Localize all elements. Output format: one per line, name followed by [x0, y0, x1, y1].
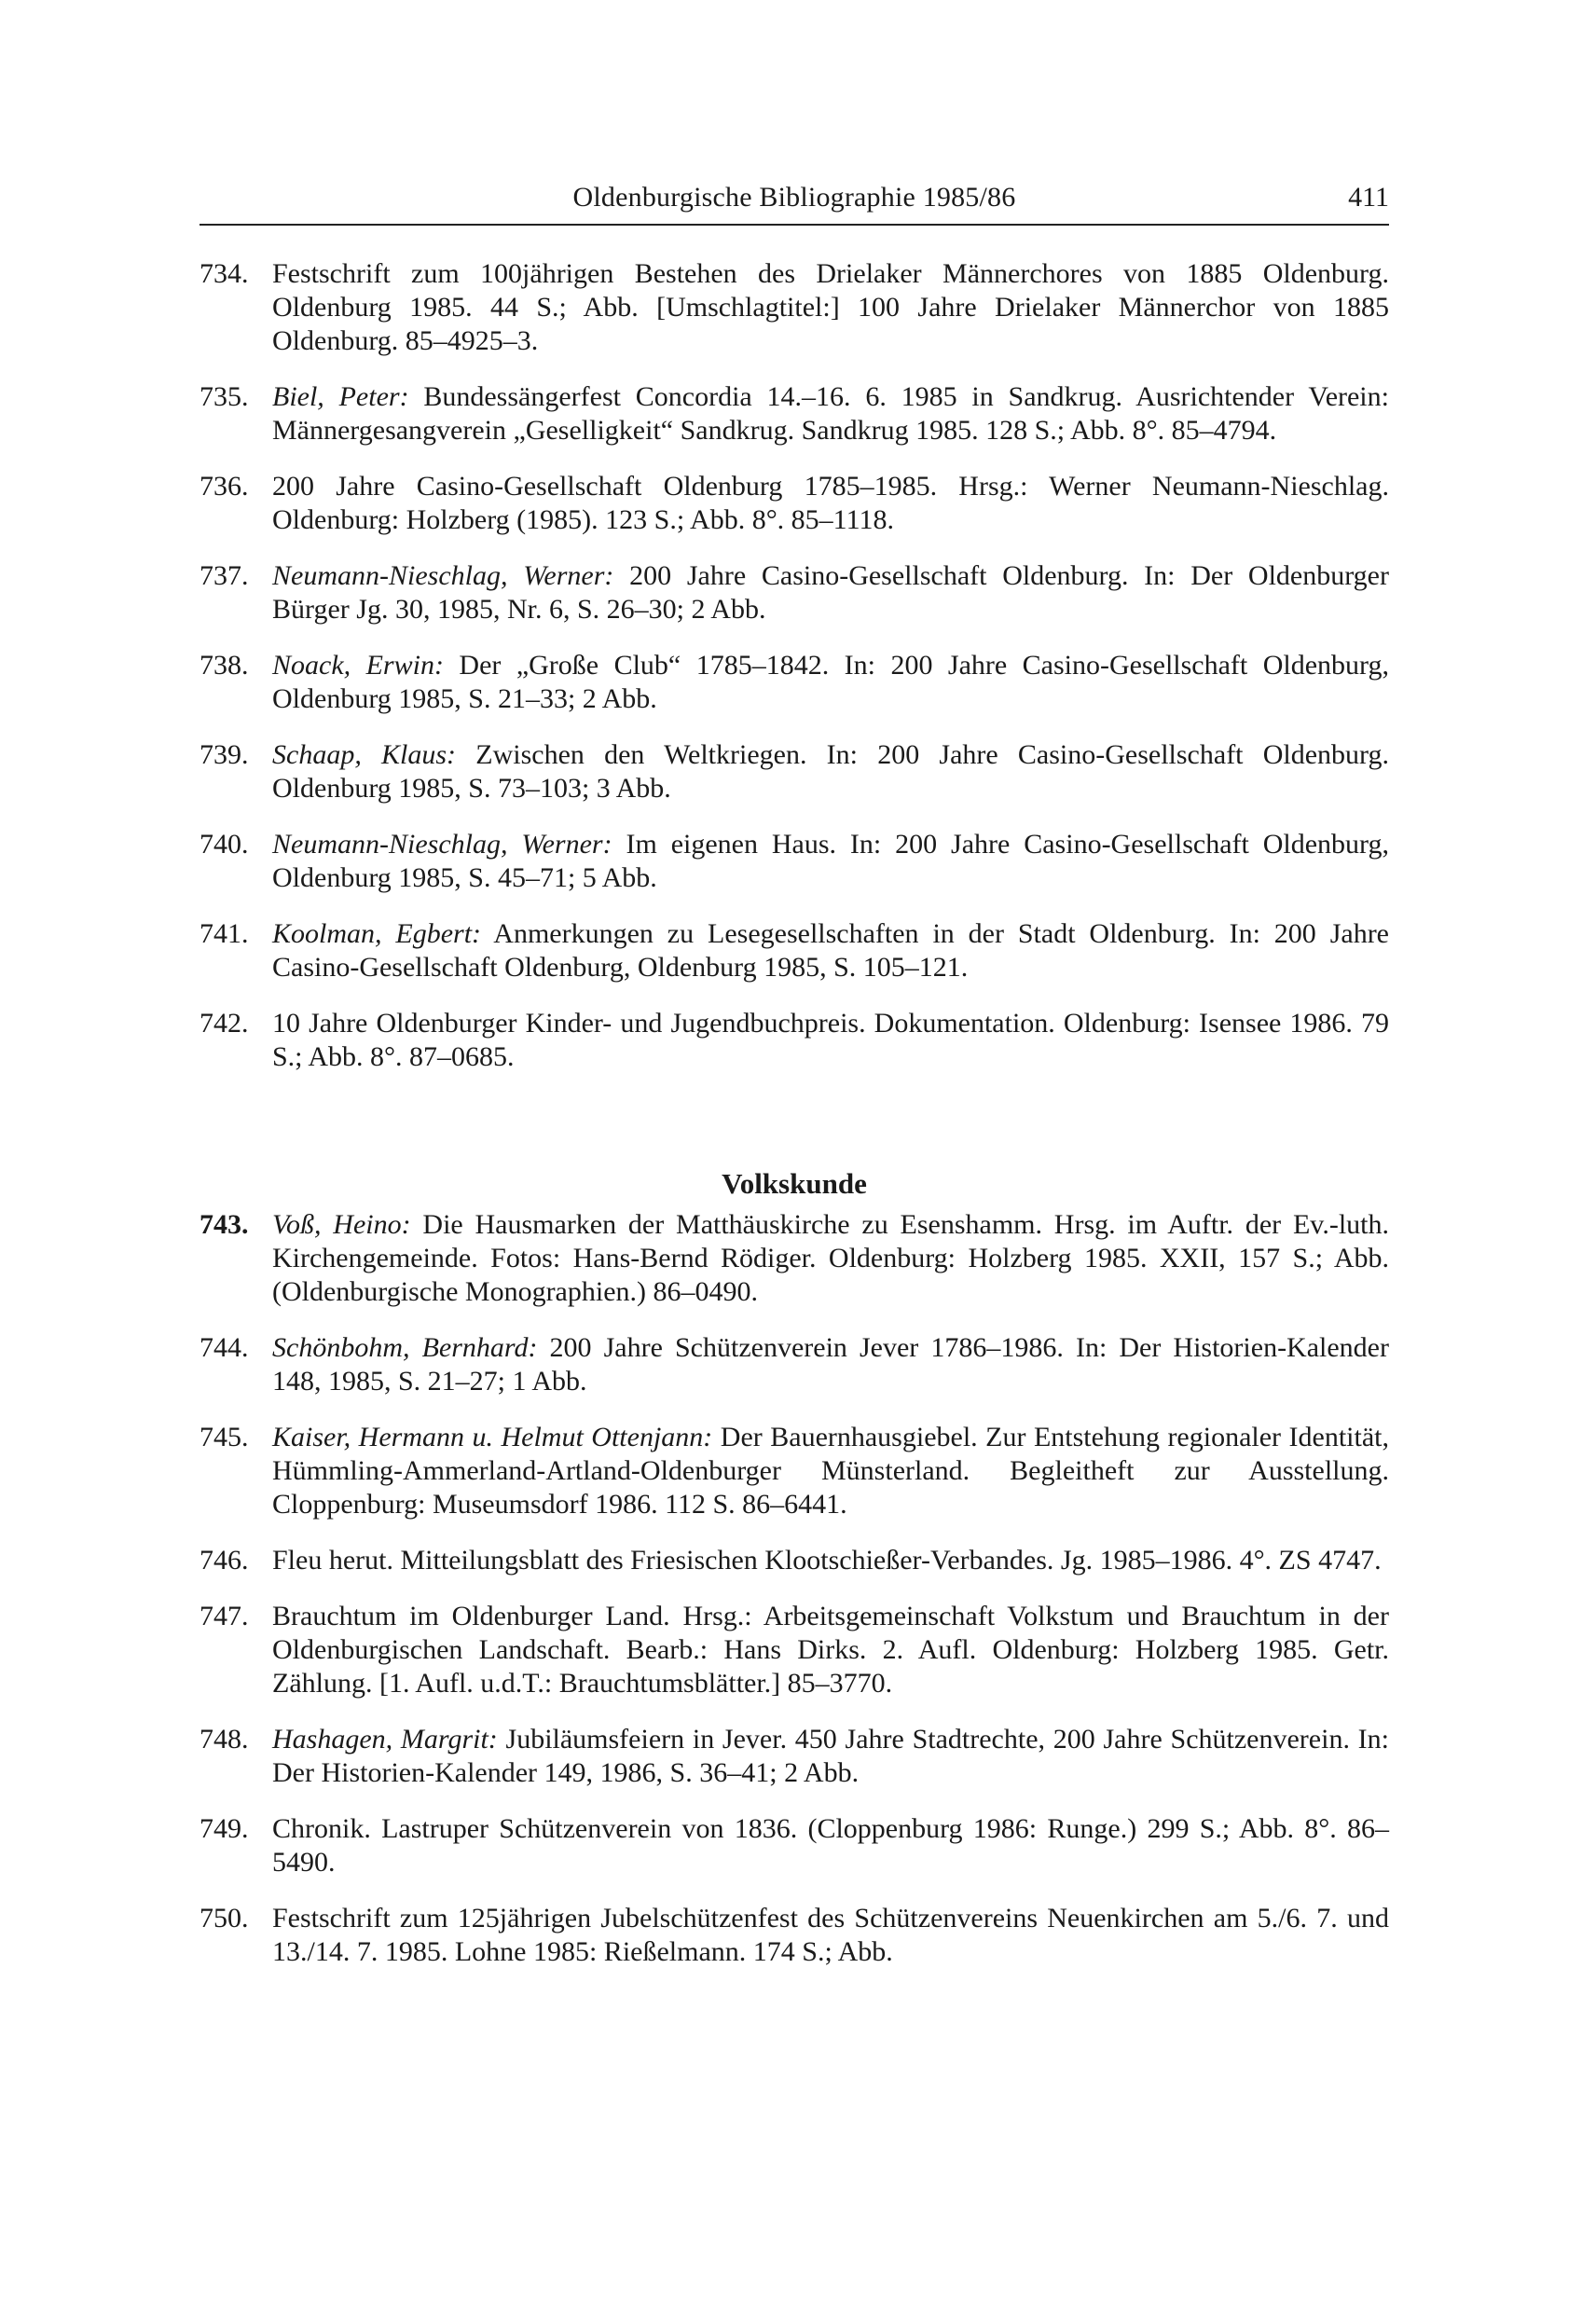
entry-number: 745. [200, 1422, 249, 1452]
entry-author: Neumann-Nieschlag, Werner: [272, 829, 612, 860]
bibliography-entry [200, 1208, 1389, 1309]
entry-number: 742. [200, 1008, 249, 1039]
bibliography-entry [200, 1600, 1389, 1700]
entry-number: 743. [200, 1209, 249, 1240]
bibliography-entry [200, 1812, 1389, 1879]
bibliography-entry [200, 1007, 1389, 1074]
entry-number: 738. [200, 650, 249, 681]
bibliography-entry [200, 828, 1389, 895]
entry-number: 737. [200, 560, 249, 591]
bibliography-entry [200, 470, 1389, 537]
entry-text: Anmerkungen zu Lesegesellschaften in der Stadt Oldenburg. In: 200 Jahre Casino-Gesellschaft Oldenburg, Oldenburg 1985, S. 105–121. [272, 918, 1389, 983]
entry-author: Noack, Erwin: [272, 650, 444, 681]
bibliography-entry [200, 257, 1389, 358]
entry-list-volkskunde [200, 1208, 1389, 1969]
entry-text: Chronik. Lastruper Schützenverein von 1836. (Cloppenburg 1986: Runge.) 299 S.; Abb. 8°. 86–5490. [272, 1813, 1389, 1878]
bibliography-entry [200, 1723, 1389, 1790]
entry-number: 741. [200, 918, 249, 949]
entry-number: 735. [200, 381, 249, 412]
running-header [200, 173, 1389, 222]
page-number: 411 [1348, 182, 1389, 213]
entry-number: 736. [200, 471, 249, 502]
entry-number: 744. [200, 1332, 249, 1363]
entry-author: Schönbohm, Bernhard: [272, 1332, 538, 1363]
entry-text: 200 Jahre Schützenverein Jever 1786–1986. In: Der Historien-Kalender 148, 1985, S. 21–27; 1 Abb. [272, 1332, 1389, 1397]
entry-number: 734. [200, 258, 249, 289]
entry-text: Zwischen den Weltkriegen. In: 200 Jahre Casino-Gesellschaft Oldenburg. Oldenburg 1985, S. 73–103; 3 Abb. [272, 739, 1389, 804]
entry-text: Der „Große Club“ 1785–1842. In: 200 Jahre Casino-Gesellschaft Oldenburg, Oldenburg 1985, S. 21–33; 2 Abb. [272, 650, 1389, 714]
entry-author: Neumann-Nieschlag, Werner: [272, 560, 614, 591]
entry-text: Festschrift zum 100jährigen Bestehen des Drielaker Männerchores von 1885 Oldenburg. Oldenburg 1985. 44 S.; Abb. [Umschlagtitel:] 100 Jahre Drielaker Männerchor von 1885 Oldenburg. 85–4925–3. [272, 258, 1389, 356]
entry-number: 749. [200, 1813, 249, 1844]
entry-author: Hashagen, Margrit: [272, 1724, 498, 1755]
entry-number: 740. [200, 829, 249, 860]
entry-text: Der Bauernhausgiebel. Zur Entstehung regionaler Identität, Hümmling-Ammerland-Artland-Oldenburger Münsterland. Begleitheft zur Ausstellung. Cloppenburg: Museumsdorf 1986. 112 S. 86–6441. [272, 1422, 1389, 1520]
entry-text: Brauchtum im Oldenburger Land. Hrsg.: Arbeitsgemeinschaft Volkstum und Brauchtum in der Oldenburgischen Landschaft. Bearb.: Hans Dirks. 2. Aufl. Oldenburg: Holzberg 1985. Getr. Zählung. [1. Aufl. u.d.T.: Brauchtumsblätter.] 85–3770. [272, 1601, 1389, 1699]
entry-list-general [200, 257, 1389, 1074]
section-heading: Volkskunde [722, 1167, 867, 1200]
entry-number: 747. [200, 1601, 249, 1631]
entry-author: Schaap, Klaus: [272, 739, 457, 770]
entry-number: 750. [200, 1903, 249, 1934]
running-title: Oldenburgische Bibliographie 1985/86 [572, 182, 1016, 213]
bibliography-entry [200, 1544, 1389, 1577]
entry-number: 746. [200, 1545, 249, 1576]
bibliography-entry [200, 1421, 1389, 1521]
entry-text: Fleu herut. Mitteilungsblatt des Friesischen Klootschießer-Verbandes. Jg. 1985–1986. 4°. ZS 4747. [272, 1545, 1382, 1576]
bibliography-entry [200, 1331, 1389, 1398]
bibliography-entry [200, 738, 1389, 805]
entry-number: 739. [200, 739, 249, 770]
entry-text: Festschrift zum 125jährigen Jubelschützenfest des Schützenvereins Neuenkirchen am 5./6. 7. und 13./14. 7. 1985. Lohne 1985: Rießelmann. 174 S.; Abb. [272, 1903, 1389, 1967]
bibliography-entry [200, 380, 1389, 447]
bibliography-entry [200, 1902, 1389, 1969]
entry-author: Koolman, Egbert: [272, 918, 482, 949]
entry-author: Biel, Peter: [272, 381, 409, 412]
entry-author: Kaiser, Hermann u. Helmut Ottenjann: [272, 1422, 713, 1452]
entry-author: Voß, Heino: [272, 1209, 411, 1240]
entry-text: 10 Jahre Oldenburger Kinder- und Jugendbuchpreis. Dokumentation. Oldenburg: Isensee 1986. 79 S.; Abb. 8°. 87–0685. [272, 1008, 1389, 1072]
entry-text: Bundessängerfest Concordia 14.–16. 6. 1985 in Sandkrug. Ausrichtender Verein: Männergesangverein „Geselligkeit“ Sandkrug. Sandkrug 1985. 128 S.; Abb. 8°. 85–4794. [272, 381, 1389, 446]
entry-text: 200 Jahre Casino-Gesellschaft Oldenburg. In: Der Oldenburger Bürger Jg. 30, 1985, Nr. 6, S. 26–30; 2 Abb. [272, 560, 1389, 625]
entry-text: Im eigenen Haus. In: 200 Jahre Casino-Gesellschaft Oldenburg, Oldenburg 1985, S. 45–71; 5 Abb. [272, 829, 1389, 893]
header-rule [200, 224, 1389, 226]
bibliography-entry [200, 917, 1389, 984]
bibliography-entry [200, 559, 1389, 626]
bibliography-entry [200, 649, 1389, 716]
entry-text: 200 Jahre Casino-Gesellschaft Oldenburg 1785–1985. Hrsg.: Werner Neumann-Nieschlag. Oldenburg: Holzberg (1985). 123 S.; Abb. 8°. 85–1118. [272, 471, 1389, 535]
entry-text: Die Hausmarken der Matthäuskirche zu Esenshamm. Hrsg. im Auftr. der Ev.-luth. Kirchengemeinde. Fotos: Hans-Bernd Rödiger. Oldenburg: Holzberg 1985. XXII, 157 S.; Abb. (Oldenburgische Monographien.) 86–0490. [272, 1209, 1389, 1307]
entry-text: Jubiläumsfeiern in Jever. 450 Jahre Stadtrechte, 200 Jahre Schützenverein. In: Der Historien-Kalender 149, 1986, S. 36–41; 2 Abb. [272, 1724, 1389, 1788]
entry-number: 748. [200, 1724, 249, 1755]
